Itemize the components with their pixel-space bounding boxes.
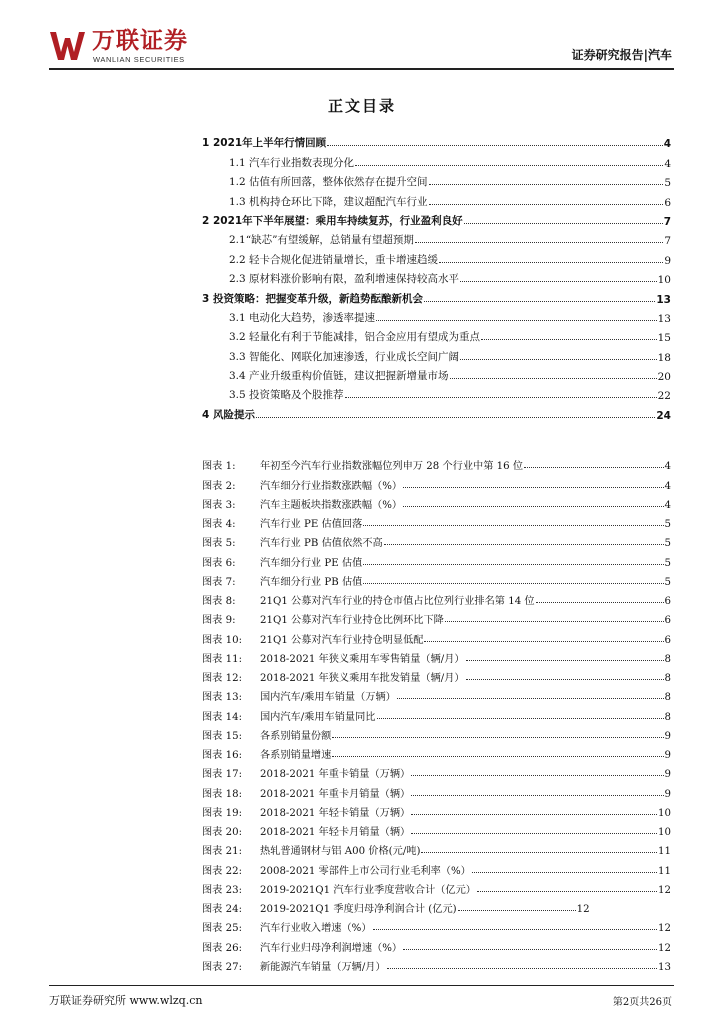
figure-number: 图表 3: — [202, 499, 236, 511]
figure-page: 5 — [664, 519, 671, 530]
figure-title: 热轧普通钢材与铝 A00 价格(元/吨) — [260, 846, 421, 858]
dot-leader — [355, 165, 663, 166]
toc-entry[interactable] — [202, 131, 671, 150]
toc-entry-title: 1 2021年上半年行情回顾 — [202, 137, 327, 150]
toc-entry-title: 2.3 原材料涨价影响有限，盈利增速保持较高水平 — [229, 273, 460, 286]
figure-page: 11 — [658, 846, 671, 858]
dot-leader — [439, 262, 663, 263]
toc-entry-title: 3.3 智能化、网联化加速渗透，行业成长空间广阔 — [229, 350, 460, 363]
figure-entry[interactable] — [202, 511, 671, 530]
dot-leader — [332, 756, 663, 757]
figure-entry[interactable] — [202, 472, 671, 491]
toc-entry-page: 18 — [657, 351, 671, 364]
figure-title: 2018-2021 年轻卡月销量（辆） — [260, 827, 411, 838]
header-divider — [49, 68, 674, 70]
figure-title: 汽车细分行业 PE 估值 — [260, 557, 363, 569]
figure-number: 图表 17: — [202, 769, 243, 781]
toc-entry-page: 6 — [664, 196, 671, 209]
figure-page: 5 — [664, 557, 671, 569]
dot-leader — [481, 339, 657, 340]
dot-leader — [403, 949, 657, 950]
dot-leader — [450, 378, 657, 379]
toc-entry-title: 3.5 投资策略及个股推荐 — [229, 389, 344, 402]
figure-entry[interactable] — [202, 915, 671, 934]
figure-title: 21Q1 公募对汽车行业的持仓市值占比位列行业排名第 14 位 — [260, 596, 535, 607]
figure-title: 汽车行业 PE 估值回落 — [260, 519, 363, 530]
dot-leader — [466, 679, 664, 680]
figure-number: 图表 22: — [202, 865, 243, 877]
toc-entry-page: 7 — [664, 235, 671, 248]
toc-entry-title: 3.2 轻量化有利于节能减排，铝合金应用有望成为重点 — [229, 331, 481, 344]
figure-number: 图表 9: — [202, 615, 236, 627]
dot-leader — [384, 544, 664, 545]
toc-entry-page: 13 — [657, 312, 671, 325]
toc-entry[interactable] — [202, 364, 671, 383]
dot-leader — [411, 833, 657, 834]
table-of-contents — [202, 131, 671, 422]
figure-number: 图表 8: — [202, 596, 236, 607]
figure-number: 图表 20: — [202, 827, 243, 838]
figure-page: 12 — [576, 904, 590, 915]
figure-entry[interactable] — [202, 684, 671, 703]
dot-leader — [421, 852, 657, 853]
dot-leader — [477, 891, 657, 892]
figure-number: 图表 2: — [202, 480, 236, 492]
dot-leader — [429, 184, 664, 185]
toc-entry-page: 24 — [656, 409, 671, 422]
figure-entry[interactable] — [202, 626, 671, 645]
figure-entry[interactable] — [202, 665, 671, 684]
toc-entry[interactable] — [202, 286, 671, 305]
figure-entry[interactable] — [202, 530, 671, 549]
dot-leader — [363, 583, 663, 584]
toc-entry[interactable] — [202, 228, 671, 247]
figure-page: 8 — [664, 692, 671, 704]
figure-page: 9 — [664, 788, 671, 800]
figure-entry[interactable] — [202, 646, 671, 665]
figure-entry[interactable] — [202, 761, 671, 780]
figure-page: 4 — [664, 461, 671, 473]
figure-entry[interactable] — [202, 819, 671, 838]
figure-title: 2018-2021 年狭义乘用车零售销量（辆/月） — [260, 653, 465, 665]
toc-entry-page: 4 — [664, 157, 671, 170]
figure-title: 汽车主题板块指数涨跌幅（%） — [260, 499, 403, 511]
brand-name-en: WANLIAN SECURITIES — [93, 55, 185, 64]
figure-title: 2018-2021 年轻卡销量（万辆） — [260, 807, 411, 819]
figure-number: 图表 14: — [202, 711, 243, 723]
figure-number: 图表 1: — [202, 461, 236, 473]
dot-leader — [376, 320, 657, 321]
figure-entry[interactable] — [202, 703, 671, 722]
figure-title: 2019-2021Q1 季度归母净利润合计 (亿元) — [260, 904, 457, 915]
figure-number: 图表 12: — [202, 673, 243, 684]
figure-page: 4 — [664, 480, 671, 492]
toc-entry-page: 7 — [663, 215, 671, 228]
figure-page: 6 — [664, 634, 671, 646]
figure-page: 9 — [664, 730, 671, 742]
figure-title: 2018-2021 年重卡月销量（辆） — [260, 788, 411, 800]
dot-leader — [460, 281, 657, 282]
page-header — [0, 0, 724, 70]
toc-entry[interactable] — [202, 344, 671, 363]
figure-entry[interactable] — [202, 800, 671, 819]
figure-title: 年初至今汽车行业指数涨幅位列申万 28 个行业中第 16 位 — [260, 461, 524, 473]
figure-entry[interactable] — [202, 607, 671, 626]
toc-entry[interactable] — [202, 150, 671, 169]
figure-entry[interactable] — [202, 742, 671, 761]
dot-leader — [429, 204, 664, 205]
toc-entry-title: 2 2021年下半年展望：乘用车持续复苏，行业盈利良好 — [202, 214, 463, 227]
dot-leader — [332, 737, 663, 738]
dot-leader — [411, 795, 663, 796]
dot-leader — [424, 641, 663, 642]
figure-title: 2019-2021Q1 汽车行业季度营收合计（亿元） — [260, 884, 476, 896]
dot-leader — [397, 698, 664, 699]
figure-number: 图表 16: — [202, 750, 243, 761]
figure-number: 图表 15: — [202, 730, 243, 742]
figure-page: 8 — [664, 673, 671, 684]
footer-source: 万联证券研究所 www.wlzq.cn — [49, 994, 203, 1007]
toc-entry[interactable] — [202, 402, 671, 421]
figure-entry[interactable] — [202, 857, 671, 876]
figure-entry[interactable] — [202, 954, 671, 973]
dot-leader — [345, 397, 657, 398]
dot-leader — [458, 910, 576, 911]
dot-leader — [373, 929, 657, 930]
figure-page: 6 — [664, 596, 671, 607]
dot-leader — [472, 872, 657, 873]
figure-title: 汽车行业 PB 估值依然不高 — [260, 538, 383, 550]
toc-entry-title: 3.4 产业升级重构价值链，建议把握新增量市场 — [229, 370, 449, 383]
toc-entry-page: 15 — [657, 332, 671, 345]
footer-divider — [49, 985, 674, 986]
dot-leader — [460, 359, 657, 360]
dot-leader — [424, 301, 655, 302]
figure-page: 13 — [658, 961, 671, 973]
dot-leader — [363, 564, 663, 565]
figure-page: 5 — [664, 538, 671, 550]
dot-leader — [327, 145, 663, 146]
dot-leader — [411, 775, 663, 776]
toc-entry-page: 5 — [664, 177, 671, 190]
report-type-label: 证券研究报告|汽车 — [571, 48, 672, 62]
figure-number: 图表 7: — [202, 576, 236, 588]
page-number: 第2页共26页 — [612, 997, 672, 1008]
figure-page: 12 — [658, 884, 671, 896]
dot-leader — [387, 968, 657, 969]
figure-number: 图表 11: — [202, 653, 243, 665]
figure-title: 汽车细分行业 PB 估值 — [260, 576, 363, 588]
figure-title: 2018-2021 年狭义乘用车批发销量（辆/月） — [260, 673, 465, 684]
figure-number: 图表 24: — [202, 904, 243, 915]
toc-entry-title: 4 风险提示 — [202, 408, 255, 421]
figure-entry[interactable] — [202, 723, 671, 742]
figure-title: 21Q1 公募对汽车行业持仓比例环比下降 — [260, 615, 444, 627]
figure-title: 各系别销量增速 — [260, 750, 332, 761]
wanlian-logo-icon — [49, 30, 87, 62]
dot-leader — [256, 417, 655, 418]
toc-entry[interactable] — [202, 267, 671, 286]
figure-page: 8 — [664, 653, 671, 665]
toc-entry-page: 20 — [657, 371, 671, 384]
figure-list — [202, 453, 671, 973]
figure-entry[interactable] — [202, 877, 671, 896]
dot-leader — [363, 525, 663, 526]
toc-entry-page: 9 — [664, 254, 671, 267]
toc-entry-title: 1.2 估值有所回落，整体依然存在提升空间 — [229, 176, 428, 189]
toc-entry[interactable] — [202, 247, 671, 266]
figure-number: 图表 6: — [202, 557, 236, 569]
toc-entry[interactable] — [202, 306, 671, 325]
figure-title: 新能源汽车销量（万辆/月） — [260, 961, 386, 973]
figure-number: 图表 18: — [202, 788, 243, 800]
figure-title: 2018-2021 年重卡销量（万辆） — [260, 769, 411, 781]
toc-entry-page: 10 — [657, 274, 671, 287]
dot-leader — [466, 660, 664, 661]
dot-leader — [403, 506, 663, 507]
figure-title: 21Q1 公募对汽车行业持仓明显低配 — [260, 634, 424, 646]
figure-entry[interactable] — [202, 588, 671, 607]
figure-page: 10 — [658, 807, 671, 819]
figure-title: 汽车细分行业指数涨跌幅（%） — [260, 480, 403, 492]
figure-page: 5 — [664, 576, 671, 588]
figure-entry[interactable] — [202, 492, 671, 511]
toc-entry[interactable] — [202, 383, 671, 402]
dot-leader — [411, 814, 657, 815]
dot-leader — [445, 621, 664, 622]
toc-entry-title: 1.3 机构持仓环比下降，建议超配汽车行业 — [229, 195, 428, 208]
figure-entry[interactable] — [202, 569, 671, 588]
figure-number: 图表 5: — [202, 538, 236, 550]
figure-title: 汽车行业收入增速（%） — [260, 923, 372, 935]
figure-page: 4 — [664, 499, 671, 511]
figure-entry[interactable] — [202, 780, 671, 799]
figure-page: 10 — [658, 827, 671, 838]
toc-entry-title: 3 投资策略：把握变革升级，新趋势酝酿新机会 — [202, 292, 423, 305]
figure-page: 12 — [658, 923, 671, 935]
dot-leader — [377, 718, 664, 719]
figure-title: 国内汽车/乘用车销量同比 — [260, 711, 376, 723]
figure-page: 8 — [664, 711, 671, 723]
figure-page: 9 — [664, 769, 671, 781]
figure-page: 6 — [664, 615, 671, 627]
figure-number: 图表 25: — [202, 923, 243, 935]
figure-title: 各系别销量份额 — [260, 730, 332, 742]
figure-title: 2008-2021 零部件上市公司行业毛利率（%） — [260, 865, 471, 877]
figure-number: 图表 26: — [202, 942, 243, 954]
toc-entry-title: 1.1 汽车行业指数表现分化 — [229, 156, 355, 169]
dot-leader — [403, 487, 663, 488]
figure-entry[interactable] — [202, 453, 671, 472]
figure-number: 图表 19: — [202, 807, 243, 819]
dot-leader — [524, 467, 664, 468]
toc-entry-page: 13 — [656, 293, 671, 306]
figure-number: 图表 23: — [202, 884, 243, 896]
figure-page: 9 — [664, 750, 671, 761]
figure-number: 图表 4: — [202, 519, 236, 530]
figure-number: 图表 13: — [202, 692, 243, 704]
toc-entry[interactable] — [202, 325, 671, 344]
toc-entry[interactable] — [202, 209, 671, 228]
toc-entry-page: 22 — [657, 390, 671, 403]
dot-leader — [464, 223, 663, 224]
toc-entry-title: 2.1“缺芯”有望缓解，总销量有望超预期 — [229, 234, 414, 247]
toc-entry-title: 3.1 电动化大趋势，渗透率提速 — [229, 311, 376, 324]
figure-title: 国内汽车/乘用车销量（万辆） — [260, 692, 396, 704]
figure-page: 12 — [658, 942, 671, 954]
figure-entry[interactable] — [202, 838, 671, 857]
figure-entry[interactable] — [202, 934, 671, 953]
figure-entry[interactable] — [202, 896, 671, 915]
dot-leader — [415, 242, 663, 243]
brand-name-cn: 万联证券 — [92, 28, 188, 54]
figure-entry[interactable] — [202, 549, 671, 568]
figure-number: 图表 27: — [202, 961, 243, 973]
page-title: 正文目录 — [327, 97, 396, 115]
toc-entry-title: 2.2 轻卡合规化促进销量增长，重卡增速趋缓 — [229, 253, 439, 266]
dot-leader — [536, 602, 664, 603]
toc-entry[interactable] — [202, 189, 671, 208]
toc-entry[interactable] — [202, 170, 671, 189]
figure-title: 汽车行业归母净利润增速（%） — [260, 942, 403, 954]
figure-number: 图表 10: — [202, 634, 243, 646]
toc-entry-page: 4 — [663, 138, 671, 151]
figure-number: 图表 21: — [202, 846, 243, 858]
figure-page: 11 — [658, 865, 671, 877]
